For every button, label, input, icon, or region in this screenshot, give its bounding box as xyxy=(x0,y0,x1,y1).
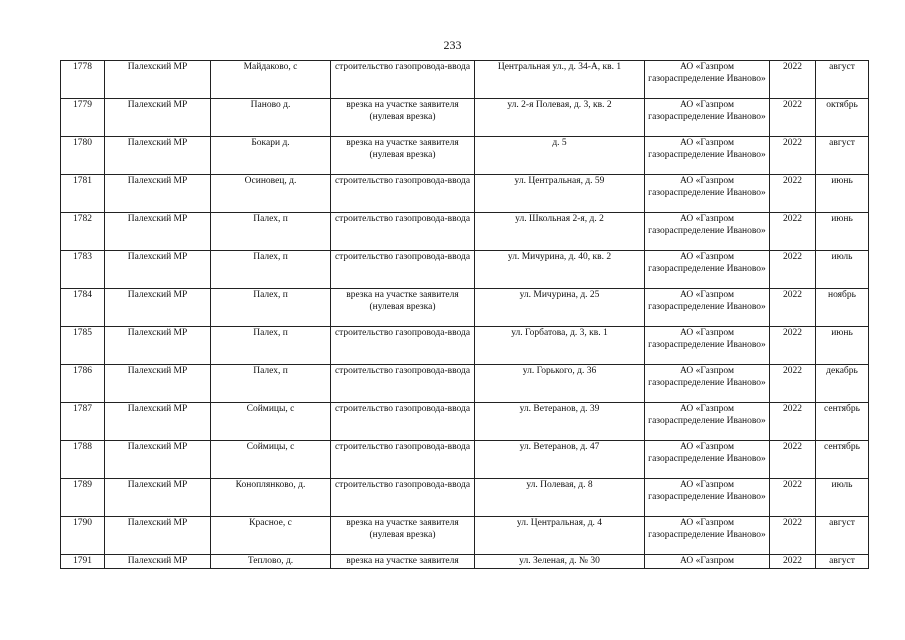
table-body xyxy=(61,61,869,569)
row-number-cell: 1789 xyxy=(61,479,105,517)
month-cell: август xyxy=(816,555,869,569)
district-cell: Палехский МР xyxy=(105,61,211,99)
district-cell: Палехский МР xyxy=(105,175,211,213)
settlement-cell: Коноплянково, д. xyxy=(211,479,331,517)
page-number: 233 xyxy=(443,38,462,52)
month-cell: октябрь xyxy=(816,99,869,137)
settlement-cell: Соймицы, с xyxy=(211,403,331,441)
address-cell: ул. 2-я Полевая, д. 3, кв. 2 xyxy=(475,99,645,137)
settlement-cell: Теплово, д. xyxy=(211,555,331,569)
table-row xyxy=(61,327,869,365)
year-cell: 2022 xyxy=(770,175,816,213)
settlement-cell: Соймицы, с xyxy=(211,441,331,479)
year-cell: 2022 xyxy=(770,403,816,441)
work-type-cell: врезка на участке заявителя xyxy=(331,555,475,569)
month-cell: август xyxy=(816,61,869,99)
year-cell: 2022 xyxy=(770,441,816,479)
organization-cell: АО «Газпром газораспределение Иваново» xyxy=(645,251,770,289)
table-row xyxy=(61,517,869,555)
month-cell: июль xyxy=(816,251,869,289)
year-cell: 2022 xyxy=(770,517,816,555)
table-row xyxy=(61,61,869,99)
year-cell: 2022 xyxy=(770,61,816,99)
address-cell: ул. Полевая, д. 8 xyxy=(475,479,645,517)
settlement-cell: Осиновец, д. xyxy=(211,175,331,213)
address-cell: Центральная ул., д. 34-А, кв. 1 xyxy=(475,61,645,99)
address-cell: ул. Ветеранов, д. 47 xyxy=(475,441,645,479)
table-row xyxy=(61,365,869,403)
work-type-cell: строительство газопровода-ввода xyxy=(331,251,475,289)
district-cell: Палехский МР xyxy=(105,137,211,175)
settlement-cell: Палех, п xyxy=(211,251,331,289)
organization-cell: АО «Газпром xyxy=(645,555,770,569)
district-cell: Палехский МР xyxy=(105,99,211,137)
table-row xyxy=(61,555,869,569)
row-number-cell: 1790 xyxy=(61,517,105,555)
row-number-cell: 1779 xyxy=(61,99,105,137)
district-cell: Палехский МР xyxy=(105,365,211,403)
settlement-cell: Палех, п xyxy=(211,213,331,251)
year-cell: 2022 xyxy=(770,365,816,403)
row-number-cell: 1787 xyxy=(61,403,105,441)
table-row xyxy=(61,137,869,175)
year-cell: 2022 xyxy=(770,99,816,137)
address-cell: ул. Зеленая, д. № 30 xyxy=(475,555,645,569)
district-cell: Палехский МР xyxy=(105,403,211,441)
work-type-cell: врезка на участке заявителя (нулевая врезка) xyxy=(331,137,475,175)
settlement-cell: Палех, п xyxy=(211,365,331,403)
row-number-cell: 1781 xyxy=(61,175,105,213)
address-cell: ул. Центральная, д. 4 xyxy=(475,517,645,555)
organization-cell: АО «Газпром газораспределение Иваново» xyxy=(645,479,770,517)
month-cell: сентябрь xyxy=(816,403,869,441)
work-type-cell: строительство газопровода-ввода xyxy=(331,479,475,517)
table-row xyxy=(61,251,869,289)
settlement-cell: Майдаково, с xyxy=(211,61,331,99)
organization-cell: АО «Газпром газораспределение Иваново» xyxy=(645,403,770,441)
table-row xyxy=(61,213,869,251)
district-cell: Палехский МР xyxy=(105,251,211,289)
address-cell: ул. Центральная, д. 59 xyxy=(475,175,645,213)
row-number-cell: 1785 xyxy=(61,327,105,365)
year-cell: 2022 xyxy=(770,555,816,569)
year-cell: 2022 xyxy=(770,251,816,289)
address-cell: ул. Горького, д. 36 xyxy=(475,365,645,403)
address-cell: ул. Мичурина, д. 40, кв. 2 xyxy=(475,251,645,289)
row-number-cell: 1786 xyxy=(61,365,105,403)
month-cell: август xyxy=(816,137,869,175)
work-type-cell: строительство газопровода-ввода xyxy=(331,327,475,365)
work-type-cell: строительство газопровода-ввода xyxy=(331,365,475,403)
organization-cell: АО «Газпром газораспределение Иваново» xyxy=(645,175,770,213)
table-row xyxy=(61,99,869,137)
organization-cell: АО «Газпром газораспределение Иваново» xyxy=(645,289,770,327)
settlement-cell: Бокари д. xyxy=(211,137,331,175)
district-cell: Палехский МР xyxy=(105,517,211,555)
row-number-cell: 1783 xyxy=(61,251,105,289)
row-number-cell: 1782 xyxy=(61,213,105,251)
district-cell: Палехский МР xyxy=(105,555,211,569)
table-row xyxy=(61,175,869,213)
month-cell: сентябрь xyxy=(816,441,869,479)
organization-cell: АО «Газпром газораспределение Иваново» xyxy=(645,213,770,251)
address-cell: ул. Школьная 2-я, д. 2 xyxy=(475,213,645,251)
address-cell: ул. Горбатова, д. 3, кв. 1 xyxy=(475,327,645,365)
settlement-cell: Палех, п xyxy=(211,289,331,327)
month-cell: июнь xyxy=(816,327,869,365)
settlement-cell: Палех, п xyxy=(211,327,331,365)
address-cell: ул. Ветеранов, д. 39 xyxy=(475,403,645,441)
year-cell: 2022 xyxy=(770,327,816,365)
district-cell: Палехский МР xyxy=(105,441,211,479)
district-cell: Палехский МР xyxy=(105,213,211,251)
work-type-cell: врезка на участке заявителя (нулевая врезка) xyxy=(331,289,475,327)
row-number-cell: 1788 xyxy=(61,441,105,479)
organization-cell: АО «Газпром газораспределение Иваново» xyxy=(645,99,770,137)
organization-cell: АО «Газпром газораспределение Иваново» xyxy=(645,61,770,99)
year-cell: 2022 xyxy=(770,137,816,175)
organization-cell: АО «Газпром газораспределение Иваново» xyxy=(645,365,770,403)
work-type-cell: строительство газопровода-ввода xyxy=(331,213,475,251)
month-cell: июнь xyxy=(816,175,869,213)
row-number-cell: 1780 xyxy=(61,137,105,175)
work-type-cell: строительство газопровода-ввода xyxy=(331,441,475,479)
district-cell: Палехский МР xyxy=(105,479,211,517)
work-type-cell: врезка на участке заявителя (нулевая врезка) xyxy=(331,517,475,555)
settlement-cell: Паново д. xyxy=(211,99,331,137)
year-cell: 2022 xyxy=(770,479,816,517)
row-number-cell: 1784 xyxy=(61,289,105,327)
month-cell: декабрь xyxy=(816,365,869,403)
table-row xyxy=(61,403,869,441)
address-cell: ул. Мичурина, д. 25 xyxy=(475,289,645,327)
year-cell: 2022 xyxy=(770,213,816,251)
row-number-cell: 1791 xyxy=(61,555,105,569)
month-cell: июль xyxy=(816,479,869,517)
organization-cell: АО «Газпром газораспределение Иваново» xyxy=(645,327,770,365)
registry-table xyxy=(60,60,869,569)
organization-cell: АО «Газпром газораспределение Иваново» xyxy=(645,441,770,479)
year-cell: 2022 xyxy=(770,289,816,327)
organization-cell: АО «Газпром газораспределение Иваново» xyxy=(645,137,770,175)
table-row xyxy=(61,479,869,517)
table-row xyxy=(61,441,869,479)
row-number-cell: 1778 xyxy=(61,61,105,99)
organization-cell: АО «Газпром газораспределение Иваново» xyxy=(645,517,770,555)
work-type-cell: строительство газопровода-ввода xyxy=(331,403,475,441)
settlement-cell: Красное, с xyxy=(211,517,331,555)
address-cell: д. 5 xyxy=(475,137,645,175)
district-cell: Палехский МР xyxy=(105,289,211,327)
table-row xyxy=(61,289,869,327)
month-cell: август xyxy=(816,517,869,555)
month-cell: июнь xyxy=(816,213,869,251)
month-cell: ноябрь xyxy=(816,289,869,327)
work-type-cell: строительство газопровода-ввода xyxy=(331,61,475,99)
district-cell: Палехский МР xyxy=(105,327,211,365)
work-type-cell: строительство газопровода-ввода xyxy=(331,175,475,213)
work-type-cell: врезка на участке заявителя (нулевая врезка) xyxy=(331,99,475,137)
